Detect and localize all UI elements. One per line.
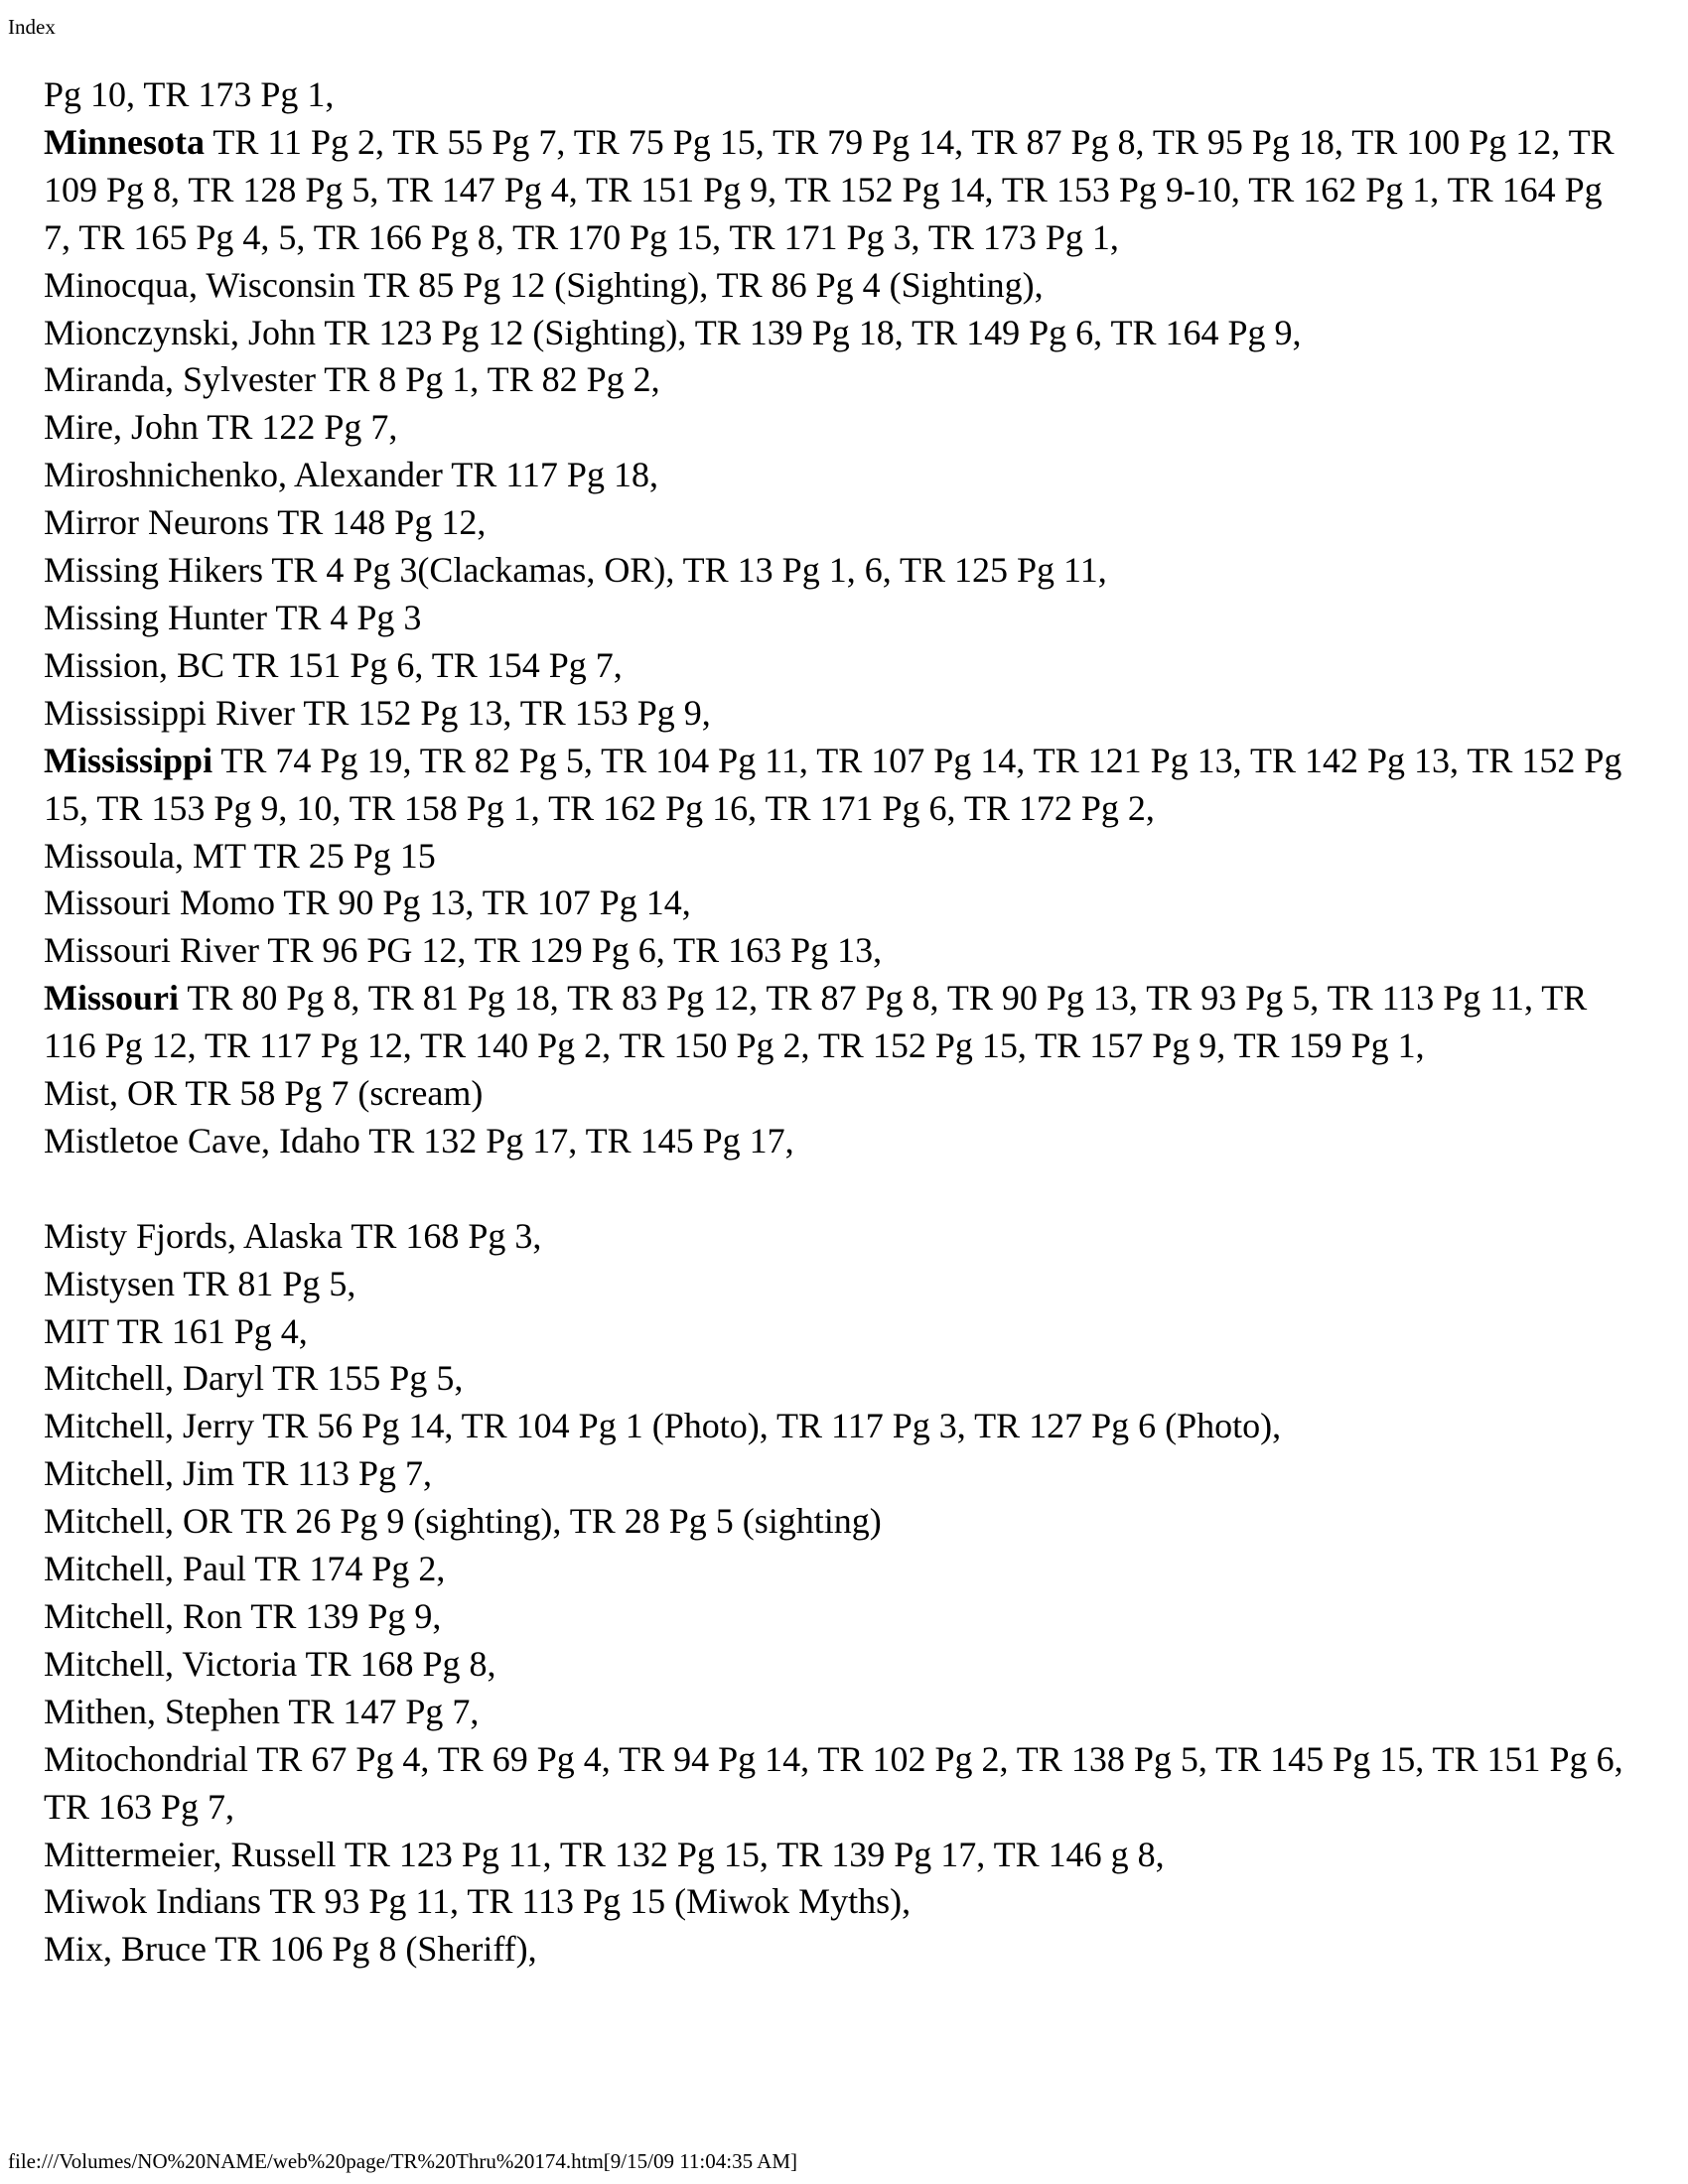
index-references: TR 147 Pg 7,	[279, 1691, 480, 1731]
index-references: TR 161 Pg 4,	[108, 1310, 308, 1351]
index-references: TR 96 PG 12, TR 129 Pg 6, TR 163 Pg 13,	[259, 930, 883, 971]
index-entry	[44, 499, 1632, 547]
index-entry	[44, 1070, 1632, 1118]
index-entry	[44, 1689, 1632, 1736]
index-references: TR 152 Pg 13, TR 153 Pg 9,	[295, 692, 711, 733]
index-references: TR 151 Pg 6, TR 154 Pg 7,	[224, 644, 623, 685]
index-term: Mirror Neurons	[44, 502, 269, 543]
index-references: TR 26 Pg 9 (sighting), TR 28 Pg 5 (sighting)	[231, 1501, 882, 1542]
index-entry	[44, 1641, 1632, 1689]
index-term: Mission, BC	[44, 644, 225, 685]
index-references: TR 11 Pg 2, TR 55 Pg 7, TR 75 Pg 15, TR 79 Pg 14, TR 87 Pg 8, TR 95 Pg 18, TR 100 Pg 12, TR 109 Pg 8, TR 128 Pg 5, TR 147 Pg 4, TR 151 Pg 9, TR 152 Pg 14, TR 153 Pg 9-10, TR 162 Pg 1, TR 164 Pg 7, TR 165 Pg 4, 5, TR 166 Pg 8, TR 170 Pg 15, TR 171 Pg 3, TR 173 Pg 1,	[44, 121, 1615, 257]
index-term: Missouri River	[44, 930, 260, 971]
page-header-title: Index	[8, 15, 56, 39]
index-term: Missouri Momo	[44, 883, 276, 923]
index-entry	[44, 119, 1632, 262]
index-references: TR 25 Pg 15	[245, 835, 436, 876]
index-term: Mississippi River	[44, 692, 296, 733]
index-entry	[44, 1832, 1632, 1879]
index-term: Mitchell, Ron	[44, 1595, 242, 1636]
index-references: TR 4 Pg 3(Clackamas, OR), TR 13 Pg 1, 6, TR 125 Pg 11,	[263, 550, 1107, 591]
index-entry	[44, 1736, 1632, 1832]
index-term: Mitochondrial	[44, 1738, 248, 1779]
index-references: TR 122 Pg 7,	[199, 407, 398, 448]
index-term: Mitchell, Jerry	[44, 1406, 254, 1446]
index-entry	[44, 880, 1632, 927]
index-term: Mississippi	[44, 740, 213, 780]
index-term: Missoula, MT	[44, 835, 246, 876]
index-references: TR 93 Pg 11, TR 113 Pg 15 (Miwok Myths),	[261, 1881, 912, 1922]
index-entry	[44, 690, 1632, 738]
index-references: TR 123 Pg 11, TR 132 Pg 15, TR 139 Pg 17, TR 146 g 8,	[336, 1834, 1165, 1874]
index-entry	[44, 404, 1632, 452]
index-entry	[44, 310, 1632, 357]
index-term: Mitchell, OR	[44, 1501, 232, 1542]
index-entry	[44, 547, 1632, 595]
index-entry	[44, 833, 1632, 881]
blank-line	[44, 1165, 1632, 1213]
index-references: TR 74 Pg 19, TR 82 Pg 5, TR 104 Pg 11, TR 107 Pg 14, TR 121 Pg 13, TR 142 Pg 13, TR 152 Pg 15, TR 153 Pg 9, 10, TR 158 Pg 1, TR 162 Pg 16, TR 171 Pg 6, TR 172 Pg 2,	[44, 740, 1622, 828]
index-term: Mitchell, Jim	[44, 1453, 234, 1494]
index-entry	[44, 595, 1632, 642]
index-references: TR 168 Pg 8,	[297, 1643, 496, 1684]
index-references: TR 117 Pg 18,	[442, 455, 658, 495]
index-term: Mithen, Stephen	[44, 1691, 280, 1731]
index-references: TR 139 Pg 9,	[242, 1595, 442, 1636]
index-term: Mionczynski, John	[44, 312, 316, 352]
index-entry	[44, 1403, 1632, 1450]
index-references: Pg 10, TR 173 Pg 1,	[44, 74, 335, 114]
index-entry	[44, 1118, 1632, 1165]
index-term: Mitchell, Daryl	[44, 1358, 264, 1399]
index-entry	[44, 262, 1632, 310]
index-term: Mitchell, Victoria	[44, 1643, 298, 1684]
index-entry	[44, 1450, 1632, 1498]
index-entry	[44, 1878, 1632, 1926]
index-term: Miwok Indians	[44, 1881, 261, 1922]
index-entry-list	[44, 71, 1632, 1974]
index-references: TR 8 Pg 1, TR 82 Pg 2,	[315, 359, 660, 400]
index-entry	[44, 1926, 1632, 1974]
index-references: TR 56 Pg 14, TR 104 Pg 1 (Photo), TR 117 Pg 3, TR 127 Pg 6 (Photo),	[253, 1406, 1282, 1446]
index-term: Mittermeier, Russell	[44, 1834, 337, 1874]
index-references: TR 132 Pg 17, TR 145 Pg 17,	[359, 1120, 794, 1160]
index-term: Missouri	[44, 978, 180, 1019]
index-term: Mist, OR	[44, 1073, 178, 1114]
index-entry	[44, 1261, 1632, 1308]
index-term: MIT	[44, 1310, 109, 1351]
index-entry	[44, 1308, 1632, 1356]
index-references: TR 168 Pg 3,	[343, 1215, 542, 1256]
index-entry	[44, 738, 1632, 833]
index-entry	[44, 1355, 1632, 1403]
index-references: TR 155 Pg 5,	[263, 1358, 464, 1399]
index-term: Mix, Bruce	[44, 1929, 207, 1970]
index-references: TR 148 Pg 12,	[268, 502, 487, 543]
index-references: TR 85 Pg 12 (Sighting), TR 86 Pg 4 (Sighting),	[354, 264, 1044, 305]
page-footer-url: file:///Volumes/NO%20NAME/web%20page/TR%20Thru%20174.htm[9/15/09 11:04:35 AM]	[8, 2149, 798, 2173]
index-term: Mire, John	[44, 407, 199, 448]
index-term: Misty Fjords, Alaska	[44, 1215, 344, 1256]
index-entry	[44, 452, 1632, 499]
index-references: TR 90 Pg 13, TR 107 Pg 14,	[275, 883, 691, 923]
index-references: TR 81 Pg 5,	[175, 1263, 356, 1303]
index-term: Mitchell, Paul	[44, 1549, 246, 1589]
index-entry	[44, 927, 1632, 975]
index-entry	[44, 1546, 1632, 1593]
index-references: TR 113 Pg 7,	[234, 1453, 433, 1494]
index-term: Minnesota	[44, 121, 205, 162]
index-entry	[44, 975, 1632, 1070]
index-term: Missing Hunter	[44, 597, 267, 637]
index-entry	[44, 1213, 1632, 1261]
index-entry	[44, 71, 1632, 119]
index-entry	[44, 1593, 1632, 1641]
index-references: TR 106 Pg 8 (Sheriff),	[206, 1929, 537, 1970]
index-references: TR 67 Pg 4, TR 69 Pg 4, TR 94 Pg 14, TR 102 Pg 2, TR 138 Pg 5, TR 145 Pg 15, TR 151 Pg 6, TR 163 Pg 7,	[44, 1738, 1623, 1827]
index-term: Mistletoe Cave, Idaho	[44, 1120, 360, 1160]
index-term: Miranda, Sylvester	[44, 359, 316, 400]
index-entry	[44, 1498, 1632, 1546]
index-references: TR 80 Pg 8, TR 81 Pg 18, TR 83 Pg 12, TR 87 Pg 8, TR 90 Pg 13, TR 93 Pg 5, TR 113 Pg 11, TR 116 Pg 12, TR 117 Pg 12, TR 140 Pg 2, TR 150 Pg 2, TR 152 Pg 15, TR 157 Pg 9, TR 159 Pg 1,	[44, 978, 1588, 1066]
index-term: Mistysen	[44, 1263, 176, 1303]
index-references: TR 4 Pg 3	[267, 597, 422, 637]
index-references: TR 174 Pg 2,	[245, 1549, 446, 1589]
index-term: Missing Hikers	[44, 550, 264, 591]
index-references: TR 123 Pg 12 (Sighting), TR 139 Pg 18, TR 149 Pg 6, TR 164 Pg 9,	[316, 312, 1302, 352]
index-entry	[44, 356, 1632, 404]
index-entry	[44, 642, 1632, 690]
index-references: TR 58 Pg 7 (scream)	[177, 1073, 484, 1114]
index-term: Minocqua, Wisconsin	[44, 264, 355, 305]
index-term: Miroshnichenko, Alexander	[44, 455, 443, 495]
